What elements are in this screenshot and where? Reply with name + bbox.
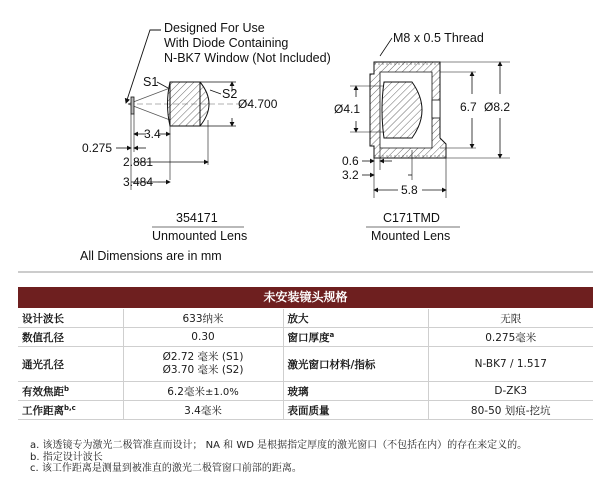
clear-aperture-s1: Ø2.72 毫米 (S1) [162,351,244,363]
label-s1: S1 [143,75,159,89]
value-working-distance: 3.4毫米 [123,401,283,420]
callout-line-1: Designed For Use [164,21,265,35]
key-window-thickness [283,328,428,347]
dim-diameter-4-1: Ø4.1 [334,102,361,116]
key-wd-text: 工作距离 [22,404,64,417]
dim-0-275: 0.275 [82,141,113,155]
dim-0-6: 0.6 [342,154,359,168]
mounted-caption: Mounted Lens [371,229,451,243]
table-row [18,347,593,382]
footnote-a: a. 该透镜专为激光二极管准直而设计； NA 和 WD 是根据指定厚度的激光窗口（不包括在内）的存在来定义的。 [30,440,528,451]
value-window-material: N-BK7 / 1.517 [428,347,593,382]
table-row [18,401,593,420]
table-row [18,382,593,401]
value-magnification: 无限 [428,309,593,328]
key-design-wavelength: 设计波长 [18,309,123,328]
dim-3-4: 3.4 [144,127,161,141]
dim-2-881: 2.881 [123,155,154,169]
value-numerical-aperture: 0.30 [123,328,283,347]
footnote-c: c. 该工作距离是测量到被准直的激光二极管窗口前部的距离。 [30,463,302,474]
key-glass: 玻璃 [283,382,428,401]
key-window-thickness-text: 窗口厚度 [287,331,330,344]
units-note: All Dimensions are in mm [80,249,222,263]
clear-aperture-s2: Ø3.70 毫米 (S2) [162,364,244,376]
footnote-marker-bc: b,c [64,403,76,412]
mounted-lens-drawing [334,31,510,243]
key-numerical-aperture: 数值孔径 [18,328,123,347]
dim-3-484: 3.484 [123,175,154,189]
key-efl-text: 有效焦距 [22,385,64,398]
label-thread: M8 x 0.5 Thread [393,31,484,45]
value-surface-quality: 80-50 划痕-挖坑 [428,401,593,420]
value-window-thickness: 0.275毫米 [428,328,593,347]
spec-table-title: 未安装镜头规格 [18,287,593,308]
table-row [18,309,593,328]
callout-line-2: With Diode Containing [164,36,289,50]
label-s2: S2 [222,87,238,101]
value-effective-focal-length [123,382,283,401]
value-design-wavelength: 633纳米 [123,309,283,328]
key-surface-quality: 表面质量 [283,401,428,420]
key-clear-aperture: 通光孔径 [18,347,123,382]
key-window-material: 激光窗口材料/指标 [283,347,428,382]
dim-3-2: 3.2 [342,168,359,182]
dim-diameter-8-2: Ø8.2 [484,100,511,114]
unmounted-caption: Unmounted Lens [152,229,248,243]
dim-5-8: 5.8 [401,183,418,197]
key-magnification: 放大 [283,309,428,328]
key-effective-focal-length [18,382,123,401]
key-working-distance [18,401,123,420]
mounted-part-number: C171TMD [383,211,440,225]
dim-6-7: 6.7 [460,100,477,114]
efl-tolerance: ±1.0% [204,386,239,398]
unmounted-part-number: 354171 [176,211,218,225]
table-row [18,328,593,347]
efl-value: 6.2毫米 [167,385,205,398]
dim-diameter-4700: Ø4.700 [238,97,278,111]
spec-table [18,309,593,420]
value-glass: D-ZK3 [428,382,593,401]
value-clear-aperture [123,347,283,382]
footnote-marker-b: b [64,384,70,393]
callout-line-3: N-BK7 Window (Not Included) [164,51,331,65]
footnotes [30,440,605,475]
footnote-b: b. 指定设计波长 [30,451,103,463]
footnote-marker-a: a [329,330,335,339]
unmounted-lens-drawing [82,21,331,243]
